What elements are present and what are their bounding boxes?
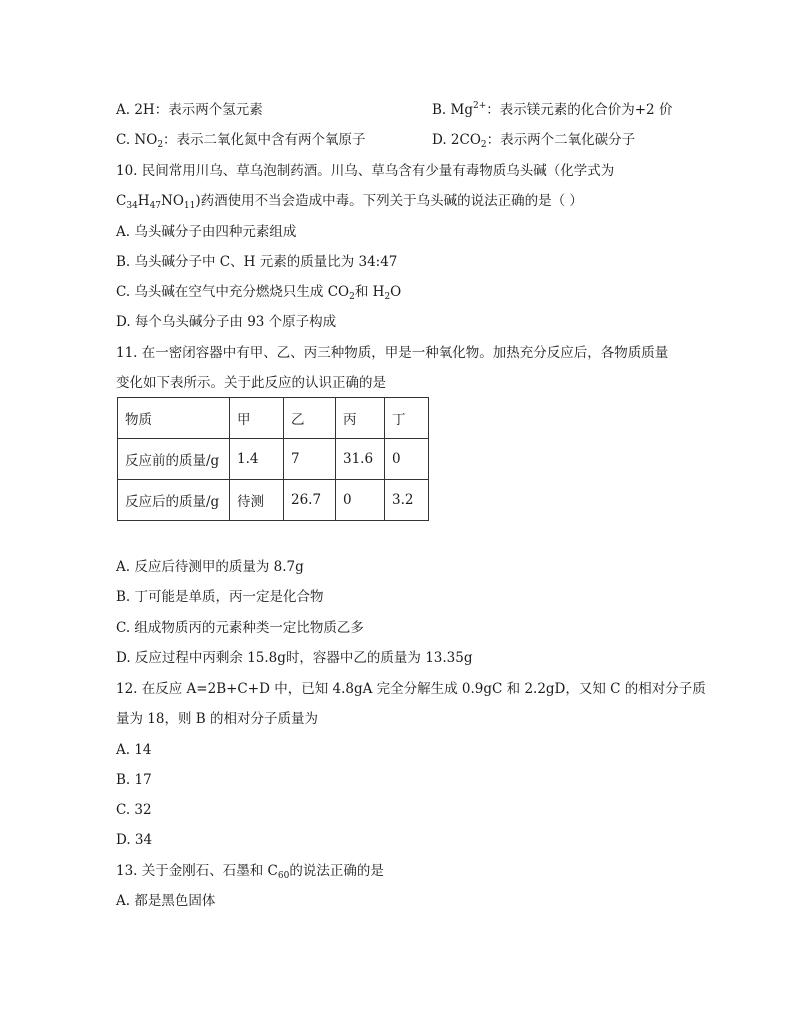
q10-stem-rest: )药酒使用不当会造成中毒。下列关于乌头碱的说法正确的是（ ） [195,193,583,209]
q12-option-d: D. 34 [116,832,153,848]
q10-option-c-post: O [390,284,402,300]
q9-option-d [432,131,635,149]
q13-stem [116,862,384,880]
table-cell: 反应后的质量/g [118,480,230,521]
q9-option-d-post: ：表示两个二氧化碳分子 [486,132,636,148]
q9-option-a-text: A. 2H：表示两个氢元素 [116,102,263,118]
q10-option-c-sub1: 2 [349,292,355,302]
q10-option-c [116,283,401,301]
table-cell: 反应前的质量/g [118,439,230,480]
table-row [118,480,429,521]
q10-option-c-pre: C. 乌头碱在空气中充分燃烧只生成 CO [116,284,350,300]
q10-formula-no-sub: 11 [183,201,196,211]
mass-change-table [117,397,429,521]
table-header-cell: 物质 [118,398,230,439]
q9-option-c-pre: C. NO [116,132,158,148]
q12-option-c: C. 32 [116,802,152,818]
table-cell: 7 [284,439,336,480]
table-header-row [118,398,429,439]
q9-option-c [116,131,366,149]
q9-option-b-post: ：表示镁元素的化合价为+2 价 [486,102,673,118]
q10-option-a: A. 乌头碱分子由四种元素组成 [116,224,297,240]
q13-stem-pre: 13. 关于金刚石、石墨和 C [116,863,278,879]
q13-option-a: A. 都是黑色固体 [116,893,216,909]
table-cell: 待测 [230,480,284,521]
table-cell: 31.6 [336,439,385,480]
q12-stem-line1: 12. 在反应 A=2B+C+D 中，已知 4.8gA 完全分解生成 0.9gC 和 2.2gD，又知 C 的相对分子质 [116,681,706,697]
q12-stem-line2: 量为 18，则 B 的相对分子质量为 [116,711,318,727]
table-cell: 0 [336,480,385,521]
q9-option-c-sub: 2 [157,140,164,150]
q9-option-d-pre: D. 2CO [432,132,481,148]
table-header-cell: 甲 [230,398,284,439]
q11-stem-line1: 11. 在一密闭容器中有甲、乙、丙三种物质，甲是一种氧化物。加热充分反应后，各物质质量 [116,345,669,361]
q10-formula-h-sub: 47 [149,201,162,211]
q9-option-b [432,101,672,119]
q13-stem-sub: 60 [277,871,290,881]
q9-option-b-sup: 2+ [472,101,487,111]
q11-option-a: A. 反应后待测甲的质量为 8.7g [116,559,304,575]
table-cell: 0 [385,439,429,480]
q11-option-d: D. 反应过程中丙剩余 15.8g时，容器中乙的质量为 13.35g [116,650,473,666]
q11-option-c: C. 组成物质丙的元素种类一定比物质乙多 [116,620,364,636]
q13-stem-post: 的说法正确的是 [289,863,384,879]
q10-formula-h: H [137,193,150,209]
q9-option-c-post: ：表示二氧化氮中含有两个氧原子 [163,132,366,148]
q12-option-b: B. 17 [116,772,152,788]
table-cell: 1.4 [230,439,284,480]
q9-option-d-sub: 2 [480,140,487,150]
table-header-cell: 乙 [284,398,336,439]
table-cell: 26.7 [284,480,336,521]
q11-option-b: B. 丁可能是单质，丙一定是化合物 [116,589,324,605]
q10-option-d: D. 每个乌头碱分子由 93 个原子构成 [116,314,337,330]
q12-option-a: A. 14 [116,742,152,758]
q10-option-b: B. 乌头碱分子中 C、H 元素的质量比为 34:47 [116,254,398,270]
q11-stem-line2: 变化如下表所示。关于此反应的认识正确的是 [116,375,386,391]
q10-formula-c: C [116,193,127,209]
q10-formula-no: NO [161,193,184,209]
table-header-cell: 丁 [385,398,429,439]
q10-option-c-mid: 和 H [354,284,385,300]
table-cell: 3.2 [385,480,429,521]
q10-formula-c-sub: 34 [126,201,138,211]
table-header-cell: 丙 [336,398,385,439]
q10-stem-line2 [116,192,583,210]
q10-stem-line1: 10. 民间常用川乌、草乌泡制药酒。川乌、草乌含有少量有毒物质乌头碱（化学式为 [116,163,615,179]
q9-option-b-pre: B. Mg [432,102,473,118]
table-row [118,439,429,480]
q9-option-a [116,101,263,119]
q10-option-c-sub2: 2 [384,292,391,302]
